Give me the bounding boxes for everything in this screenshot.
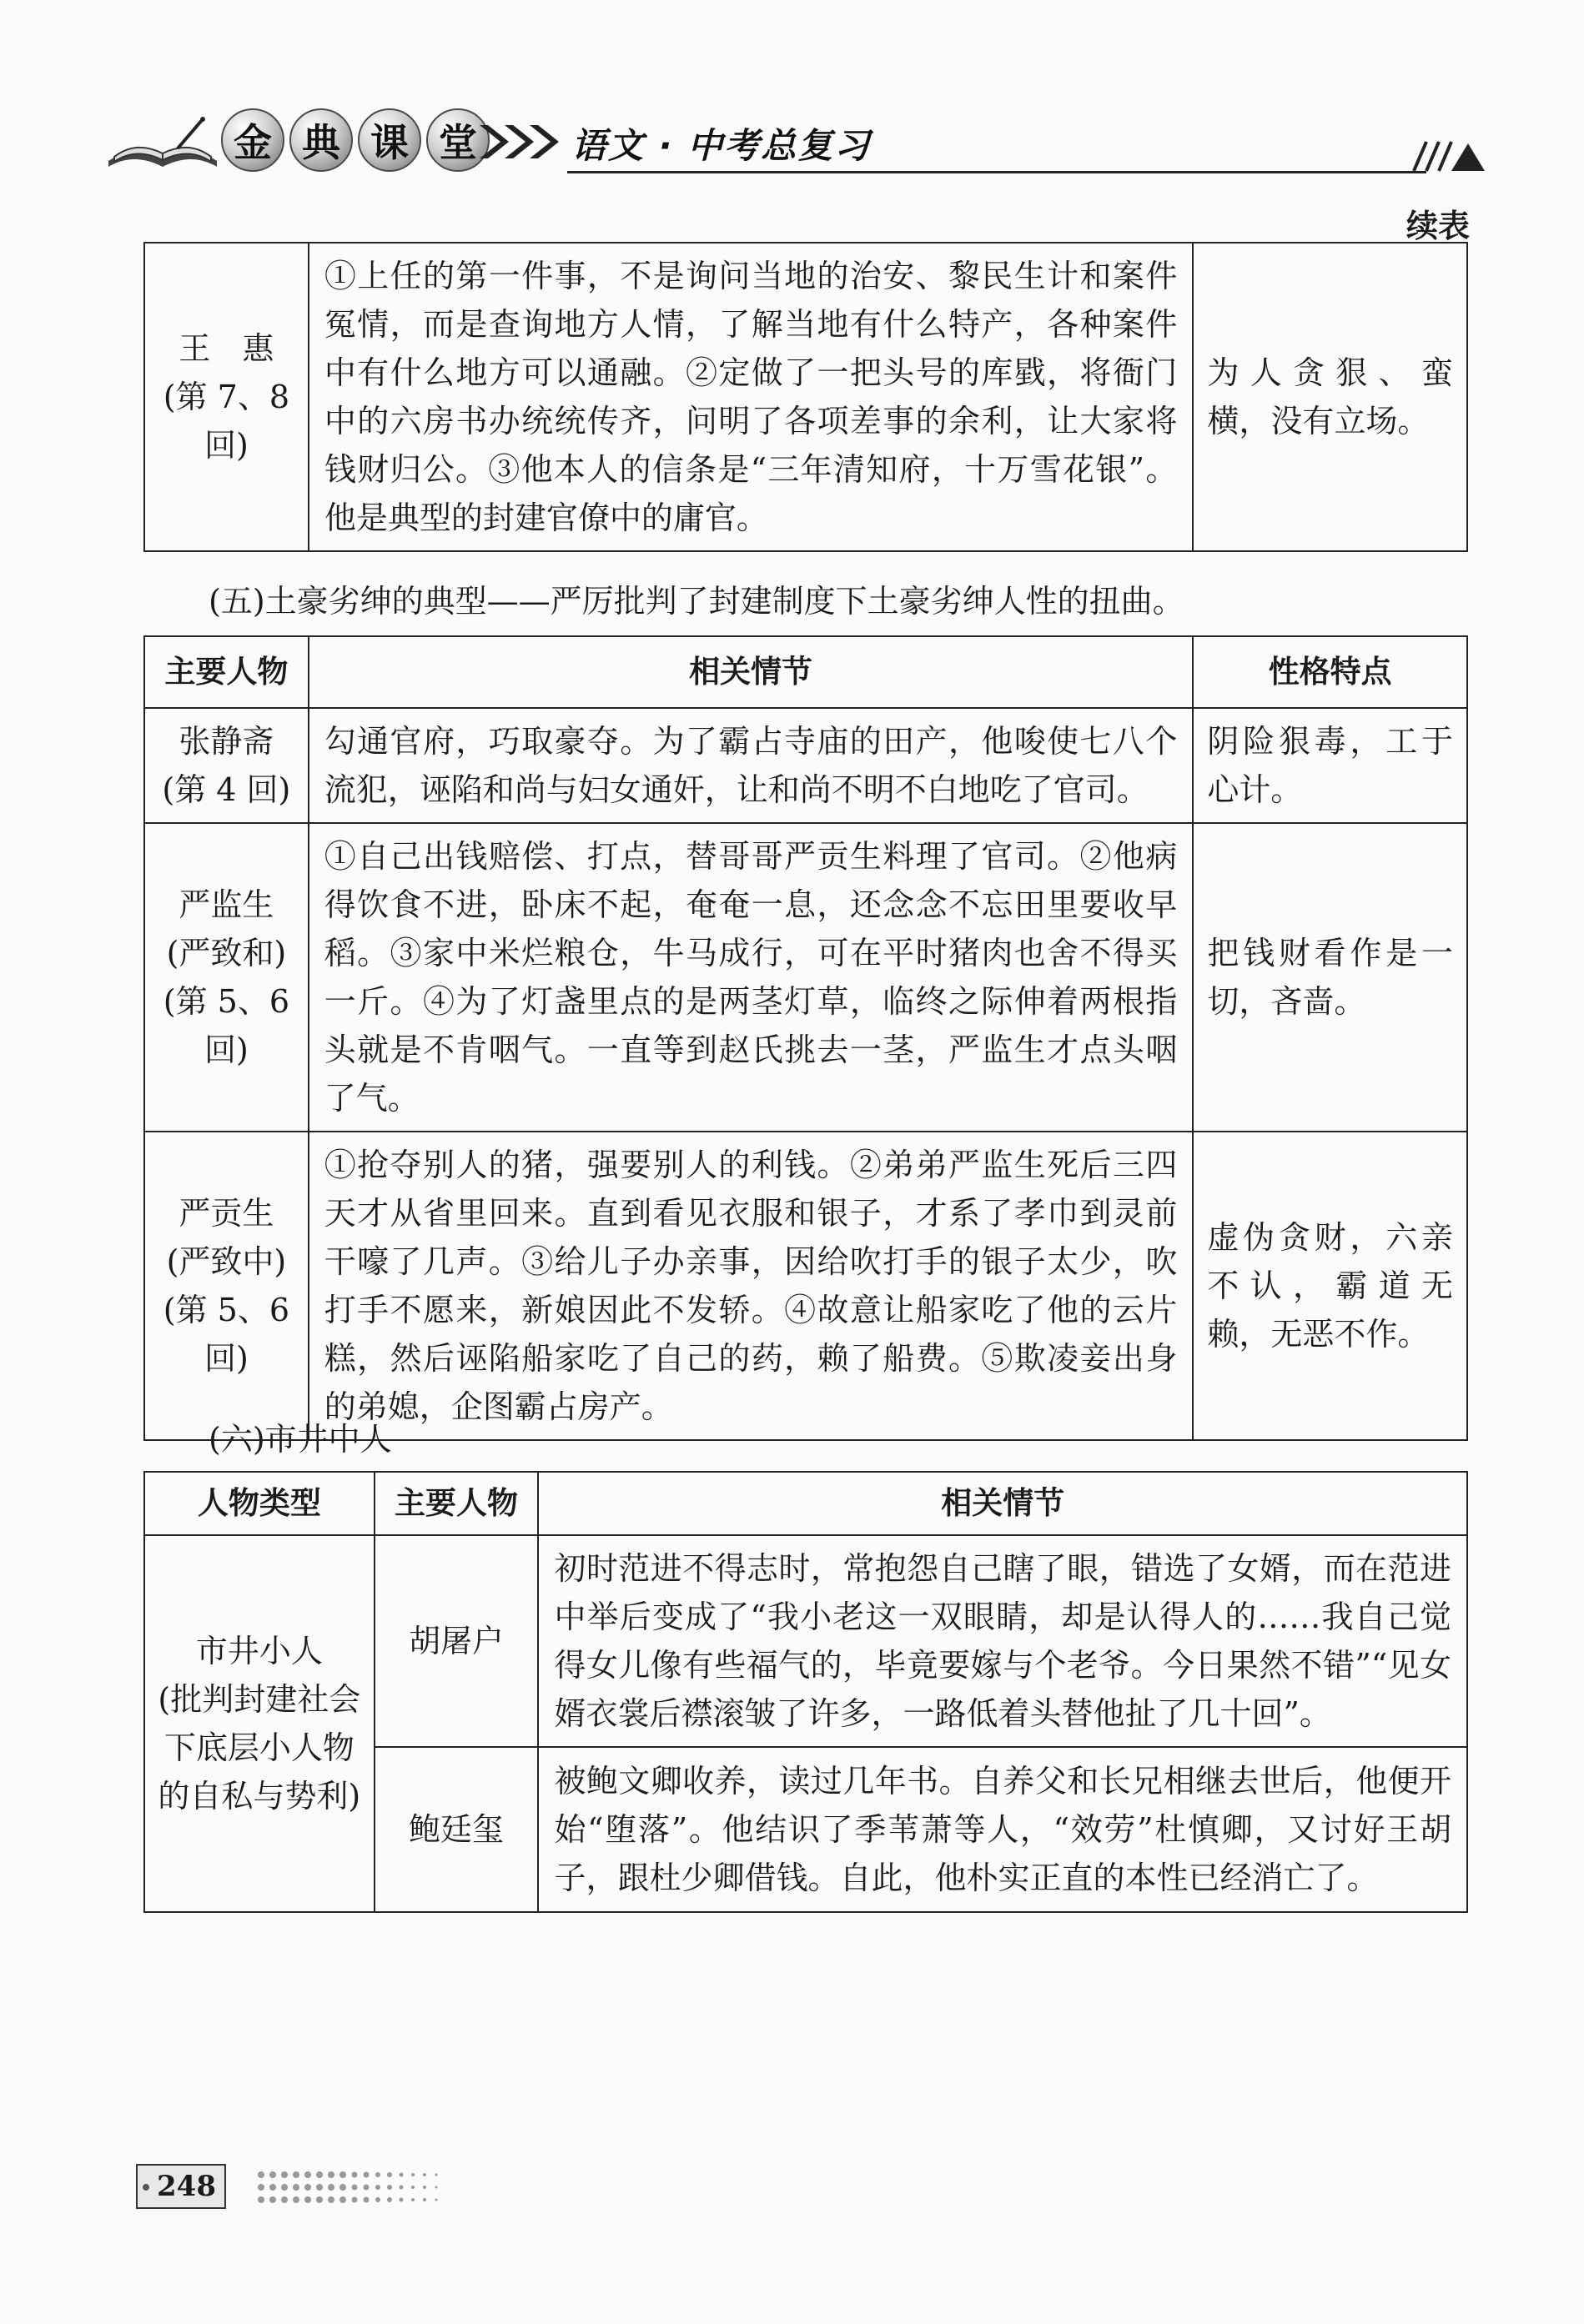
- header-rule: [567, 171, 1426, 173]
- column-header: 相关情节: [309, 636, 1194, 708]
- type-note: 的自私与势利): [158, 1778, 361, 1815]
- table-row: [144, 823, 1467, 1132]
- plot-cell: ①上任的第一件事，不是询问当地的治安、黎民生计和案件冤情，而是查询地方人情，了解当地有什么特产，各种案件中有什么地方可以通融。②定做了一把头号的库戥，将衙门中的六房书办统统传齐，问明了各项差事的余利，让大家将钱财归公。③他本人的信条是“三年清知府，十万雪花银”。他是典型的封建官僚中的庸官。: [309, 243, 1194, 551]
- table-header-row: [144, 1472, 1467, 1535]
- character-cell: [144, 823, 309, 1132]
- table-officials-continued: [143, 242, 1468, 552]
- table-row: [144, 1535, 1467, 1747]
- column-header: 主要人物: [375, 1472, 539, 1535]
- page-number: 248: [136, 2164, 226, 2209]
- character-name: 严贡生: [179, 1195, 274, 1232]
- continued-label: 续表: [1406, 208, 1471, 244]
- table-townsfolk: [143, 1471, 1468, 1913]
- table-row: [144, 243, 1467, 551]
- character-cell: [144, 243, 309, 551]
- brand-char: 典: [289, 108, 353, 172]
- plot-cell: 初时范进不得志时，常抱怨自己瞎了眼，错选了女婿，而在范进中举后变成了“我小老这一双眼睛，却是认得人的……我自己觉得女儿像有些福气的，毕竟要嫁与个老爷。今日果然不错”“见女婿衣裳后襟滚皱了许多，一路低着头替他扯了几十回”。: [538, 1535, 1467, 1747]
- chapter-ref: (第 5、6 回): [163, 1292, 290, 1377]
- column-header: 主要人物: [144, 636, 309, 708]
- character-name: 严监生: [179, 886, 274, 923]
- column-header: 相关情节: [538, 1472, 1467, 1535]
- open-book-icon: [104, 115, 221, 173]
- trait-cell: 虚伪贪财，六亲不认，霸道无赖，无恶不作。: [1193, 1132, 1467, 1440]
- table-header-row: [144, 636, 1467, 708]
- character-cell: 胡屠户: [375, 1535, 539, 1747]
- plot-cell: ①自己出钱赔偿、打点，替哥哥严贡生料理了官司。②他病得饮食不进，卧床不起，奄奄一息，还念念不忘田里要收早稻。③家中米烂粮仓，牛马成行，可在平时猪肉也舍不得买一斤。④为了灯盏里点的是两茎灯草，临终之际伸着两根指头就是不肯咽气。一直等到赵氏挑去一茎，严监生才点头咽了气。: [309, 823, 1194, 1132]
- character-cell: [144, 708, 309, 823]
- subject-title: 语文 · 中考总复习: [571, 125, 872, 166]
- chapter-ref: (第 4 回): [162, 771, 291, 808]
- page-header: [104, 100, 1472, 179]
- section-heading: (五)土豪劣绅的典型——严厉批判了封建制度下土豪劣绅人性的扭曲。: [209, 583, 1184, 620]
- brand-logo: [221, 108, 490, 172]
- character-name: 张静斋: [179, 723, 274, 760]
- table-gentry: [143, 635, 1468, 1441]
- type-note: 下底层小人物: [163, 1729, 355, 1766]
- table-row: [144, 1132, 1467, 1440]
- type-note: (批判封建社会: [158, 1681, 361, 1718]
- chapter-ref: (第 5、6 回): [163, 983, 290, 1068]
- brand-char: 课: [358, 108, 421, 172]
- brand-char: 堂: [426, 108, 490, 172]
- dot-pattern-decoration: [254, 2166, 488, 2208]
- brand-char: 金: [221, 108, 284, 172]
- plot-cell: 勾通官府，巧取豪夺。为了霸占寺庙的田产，他唆使七八个流犯，诬陷和尚与妇女通奸，让和尚不明不白地吃了官司。: [309, 708, 1194, 823]
- character-alias: (严致中): [166, 1243, 287, 1280]
- chapter-ref: (第 7、8 回): [163, 379, 290, 464]
- trait-cell: 阴险狠毒，工于心计。: [1193, 708, 1467, 823]
- character-cell: 鲍廷玺: [375, 1747, 539, 1912]
- column-header: 性格特点: [1193, 636, 1467, 708]
- double-chevron-icon: [475, 117, 567, 167]
- trait-cell: 为人贪狠、蛮横，没有立场。: [1193, 243, 1467, 551]
- table-row: [144, 708, 1467, 823]
- character-alias: (严致和): [166, 935, 287, 971]
- type-cell: [144, 1535, 375, 1912]
- corner-decoration-icon: [1405, 133, 1489, 175]
- character-name: 王 惠: [179, 330, 274, 367]
- trait-cell: 把钱财看作是一切，吝啬。: [1193, 823, 1467, 1132]
- plot-cell: ①抢夺别人的猪，强要别人的利钱。②弟弟严监生死后三四天才从省里回来。直到看见衣服和银子，才系了孝巾到灵前干嚎了几声。③给儿子办亲事，因给吹打手的银子太少，吹打手不愿来，新娘因此不发轿。④故意让船家吃了他的云片糕，然后诬陷船家吃了自己的药，赖了船费。⑤欺凌妾出身的弟媳，企图霸占房产。: [309, 1132, 1194, 1440]
- type-name: 市井小人: [195, 1633, 323, 1669]
- character-cell: [144, 1132, 309, 1440]
- section-heading: (六)市井中人: [209, 1421, 392, 1458]
- column-header: 人物类型: [144, 1472, 375, 1535]
- plot-cell: 被鲍文卿收养，读过几年书。自养父和长兄相继去世后，他便开始“堕落”。他结识了季苇萧等人，“效劳”杜慎卿，又讨好王胡子，跟杜少卿借钱。自此，他朴实正直的本性已经消亡了。: [538, 1747, 1467, 1912]
